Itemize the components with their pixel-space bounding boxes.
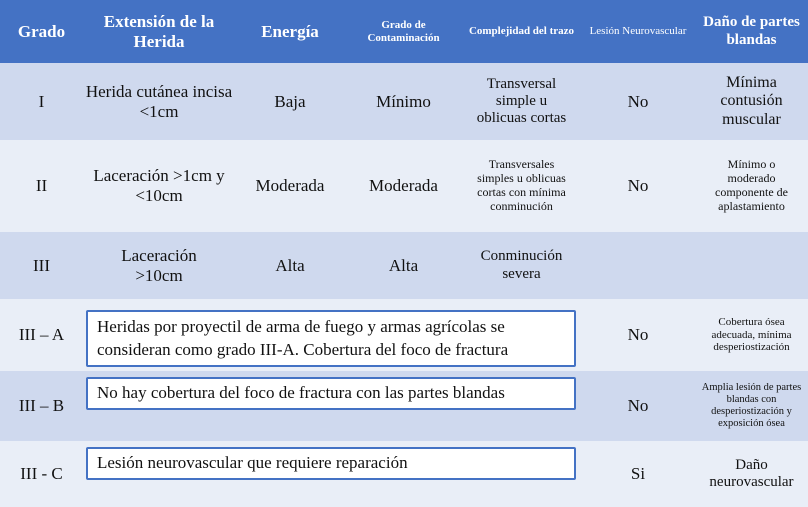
row6-lesion: Si	[581, 441, 695, 507]
row5-lesion: No	[581, 371, 695, 441]
note-iiia-text: Heridas por proyectil de arma de fuego y armas agrícolas se consideran como grado III-A. Cobertura del foco de fractura	[97, 317, 509, 359]
row3-extension: Laceración >10cm	[83, 232, 235, 299]
row2-lesion: No	[581, 140, 695, 232]
row2-complejidad: Transversales simples u oblicuas cortas con mínima conminución	[462, 140, 581, 232]
header-complejidad: Complejidad del trazo	[462, 0, 581, 63]
row5-dano: Amplia lesión de partes blandas con desperiostización y exposición ósea	[695, 371, 808, 441]
row1-grado: I	[0, 63, 83, 140]
row6-grado: III - C	[0, 441, 83, 507]
row2-dano: Mínimo o moderado componente de aplastamiento	[695, 140, 808, 232]
header-contaminacion: Grado de Contaminación	[345, 0, 462, 63]
note-iiic-text: Lesión neurovascular que requiere reparación	[97, 453, 408, 473]
note-iiia	[86, 310, 576, 367]
row4-grado: III – A	[0, 299, 83, 371]
row3-lesion	[581, 232, 695, 299]
row1-lesion: No	[581, 63, 695, 140]
header-extension: Extensión de la Herida	[83, 0, 235, 63]
row2-grado: II	[0, 140, 83, 232]
row5-grado: III – B	[0, 371, 83, 441]
row1-extension: Herida cutánea incisa <1cm	[83, 63, 235, 140]
row2-contaminacion: Moderada	[345, 140, 462, 232]
row1-complejidad: Transversal simple u oblicuas cortas	[462, 63, 581, 140]
row1-dano: Mínima contusión muscular	[695, 63, 808, 140]
row3-contaminacion: Alta	[345, 232, 462, 299]
row3-energia: Alta	[235, 232, 345, 299]
row2-extension: Laceración >1cm y <10cm	[83, 140, 235, 232]
row3-grado: III	[0, 232, 83, 299]
row1-contaminacion: Mínimo	[345, 63, 462, 140]
row1-energia: Baja	[235, 63, 345, 140]
header-lesion: Lesión Neurovascular	[581, 0, 695, 63]
row3-complejidad: Conminución severa	[462, 232, 581, 299]
header-dano: Daño de partes blandas	[695, 0, 808, 63]
row6-dano: Daño neurovascular	[695, 441, 808, 507]
header-grado: Grado	[0, 0, 83, 63]
row3-dano	[695, 232, 808, 299]
note-iiib	[86, 377, 576, 410]
header-energia: Energía	[235, 0, 345, 63]
row4-dano: Cobertura ósea adecuada, mínima desperiostización	[695, 299, 808, 371]
note-iiib-text: No hay cobertura del foco de fractura con las partes blandas	[97, 383, 505, 403]
row4-lesion: No	[581, 299, 695, 371]
note-iiic	[86, 447, 576, 480]
row2-energia: Moderada	[235, 140, 345, 232]
